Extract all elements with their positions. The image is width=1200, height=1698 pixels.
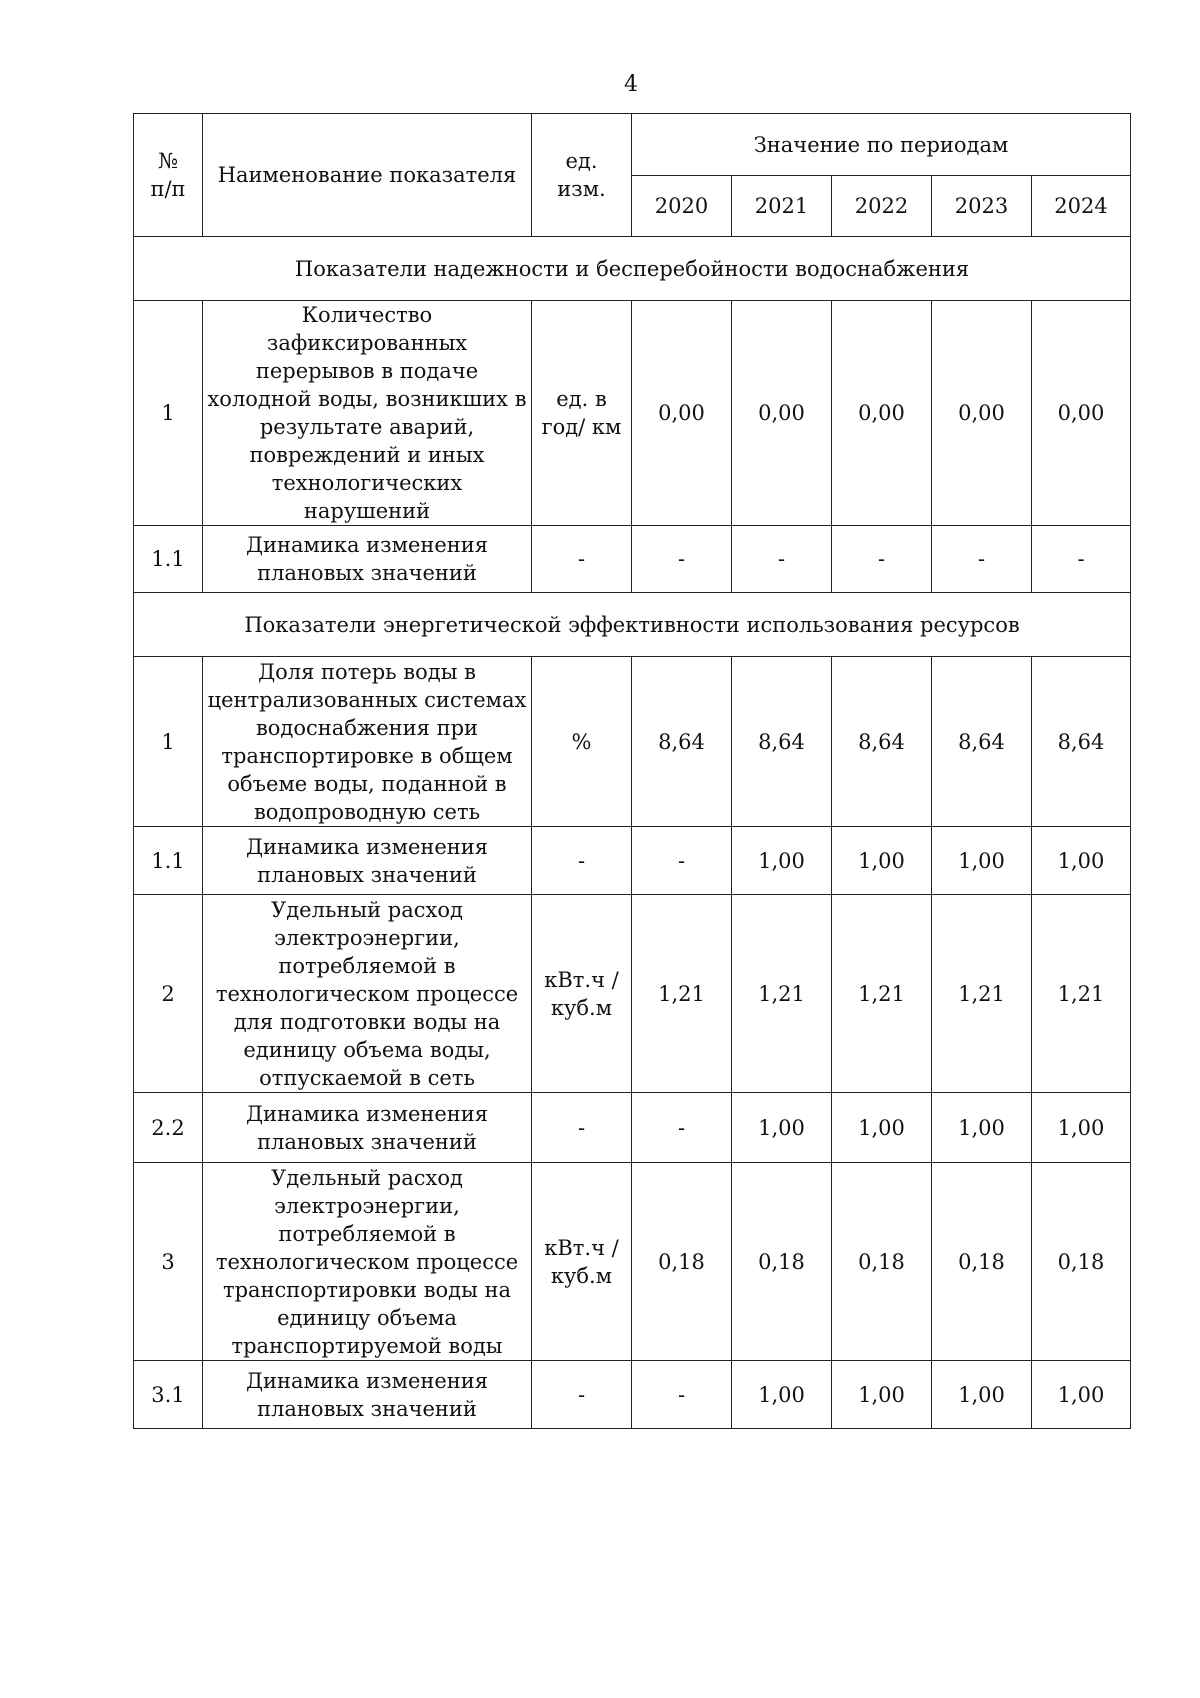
- value-cell: 1,21: [732, 895, 832, 1093]
- unit-cell: ед. в год/ км: [532, 301, 632, 526]
- value-cell: 1,21: [832, 895, 932, 1093]
- table-row: [134, 1361, 1131, 1429]
- section-title: Показатели надежности и бесперебойности водоснабжения: [134, 237, 1131, 301]
- table-row: [134, 1093, 1131, 1163]
- row-number: 2: [134, 895, 203, 1093]
- indicator-name: Динамика изменения плановых значений: [203, 1361, 532, 1429]
- value-cell: -: [1032, 526, 1131, 593]
- row-number: 3.1: [134, 1361, 203, 1429]
- value-cell: 8,64: [1032, 657, 1131, 827]
- section-row: [134, 237, 1131, 301]
- table-row: [134, 301, 1131, 526]
- value-cell: 1,00: [732, 1093, 832, 1163]
- value-cell: 1,00: [1032, 1361, 1131, 1429]
- header-year: 2023: [932, 176, 1032, 237]
- indicator-name: Удельный расход электроэнергии, потребляемой в технологическом процессе транспортировки воды на единицу объема транспортируемой воды: [203, 1163, 532, 1361]
- indicators-table: [133, 113, 1131, 1429]
- row-number: 2.2: [134, 1093, 203, 1163]
- table-row: [134, 1163, 1131, 1361]
- value-cell: 1,00: [732, 1361, 832, 1429]
- value-cell: 0,18: [632, 1163, 732, 1361]
- value-cell: 8,64: [632, 657, 732, 827]
- value-cell: 1,00: [832, 827, 932, 895]
- value-cell: 1,21: [932, 895, 1032, 1093]
- header-unit: ед. изм.: [532, 114, 632, 237]
- value-cell: -: [632, 1093, 732, 1163]
- unit-cell: -: [532, 526, 632, 593]
- page-number: 4: [624, 72, 638, 97]
- row-number: 1.1: [134, 526, 203, 593]
- value-cell: 0,00: [932, 301, 1032, 526]
- header-number: № п/п: [134, 114, 203, 237]
- header-periods: Значение по периодам: [632, 114, 1131, 176]
- header-indicator-name: Наименование показателя: [203, 114, 532, 237]
- value-cell: 1,00: [732, 827, 832, 895]
- table-row: [134, 657, 1131, 827]
- value-cell: -: [632, 827, 732, 895]
- indicator-name: Динамика изменения плановых значений: [203, 526, 532, 593]
- value-cell: -: [632, 1361, 732, 1429]
- value-cell: 0,18: [932, 1163, 1032, 1361]
- value-cell: 8,64: [932, 657, 1032, 827]
- row-number: 1: [134, 657, 203, 827]
- value-cell: 1,21: [632, 895, 732, 1093]
- value-cell: -: [732, 526, 832, 593]
- value-cell: 1,00: [932, 1093, 1032, 1163]
- indicator-name: Удельный расход электроэнергии, потребляемой в технологическом процессе для подготовки воды на единицу объема воды, отпускаемой в сеть: [203, 895, 532, 1093]
- value-cell: 1,00: [1032, 827, 1131, 895]
- value-cell: 8,64: [832, 657, 932, 827]
- value-cell: 1,21: [1032, 895, 1131, 1093]
- header-year: 2021: [732, 176, 832, 237]
- header-year: 2024: [1032, 176, 1131, 237]
- value-cell: 1,00: [932, 1361, 1032, 1429]
- row-number: 3: [134, 1163, 203, 1361]
- value-cell: 0,00: [832, 301, 932, 526]
- unit-cell: %: [532, 657, 632, 827]
- indicator-name: Динамика изменения плановых значений: [203, 827, 532, 895]
- value-cell: -: [932, 526, 1032, 593]
- value-cell: 0,00: [632, 301, 732, 526]
- row-number: 1.1: [134, 827, 203, 895]
- header-year: 2022: [832, 176, 932, 237]
- unit-cell: кВт.ч / куб.м: [532, 895, 632, 1093]
- table-row: [134, 827, 1131, 895]
- table-row: [134, 526, 1131, 593]
- unit-cell: -: [532, 1093, 632, 1163]
- value-cell: 0,18: [1032, 1163, 1131, 1361]
- row-number: 1: [134, 301, 203, 526]
- value-cell: -: [832, 526, 932, 593]
- indicator-name: Динамика изменения плановых значений: [203, 1093, 532, 1163]
- indicator-name: Доля потерь воды в централизованных системах водоснабжения при транспортировке в общем объеме воды, поданной в водопроводную сеть: [203, 657, 532, 827]
- value-cell: 8,64: [732, 657, 832, 827]
- section-row: [134, 593, 1131, 657]
- value-cell: 1,00: [832, 1361, 932, 1429]
- value-cell: -: [632, 526, 732, 593]
- value-cell: 1,00: [1032, 1093, 1131, 1163]
- unit-cell: -: [532, 827, 632, 895]
- value-cell: 0,00: [1032, 301, 1131, 526]
- value-cell: 0,18: [732, 1163, 832, 1361]
- table-row: [134, 895, 1131, 1093]
- value-cell: 0,00: [732, 301, 832, 526]
- value-cell: 0,18: [832, 1163, 932, 1361]
- unit-cell: -: [532, 1361, 632, 1429]
- unit-cell: кВт.ч / куб.м: [532, 1163, 632, 1361]
- value-cell: 1,00: [932, 827, 1032, 895]
- value-cell: 1,00: [832, 1093, 932, 1163]
- section-title: Показатели энергетической эффективности использования ресурсов: [134, 593, 1131, 657]
- header-year: 2020: [632, 176, 732, 237]
- indicator-name: Количество зафиксированных перерывов в подаче холодной воды, возникших в результате аварий, повреждений и иных технологических нарушений: [203, 301, 532, 526]
- header-row: [134, 114, 1131, 176]
